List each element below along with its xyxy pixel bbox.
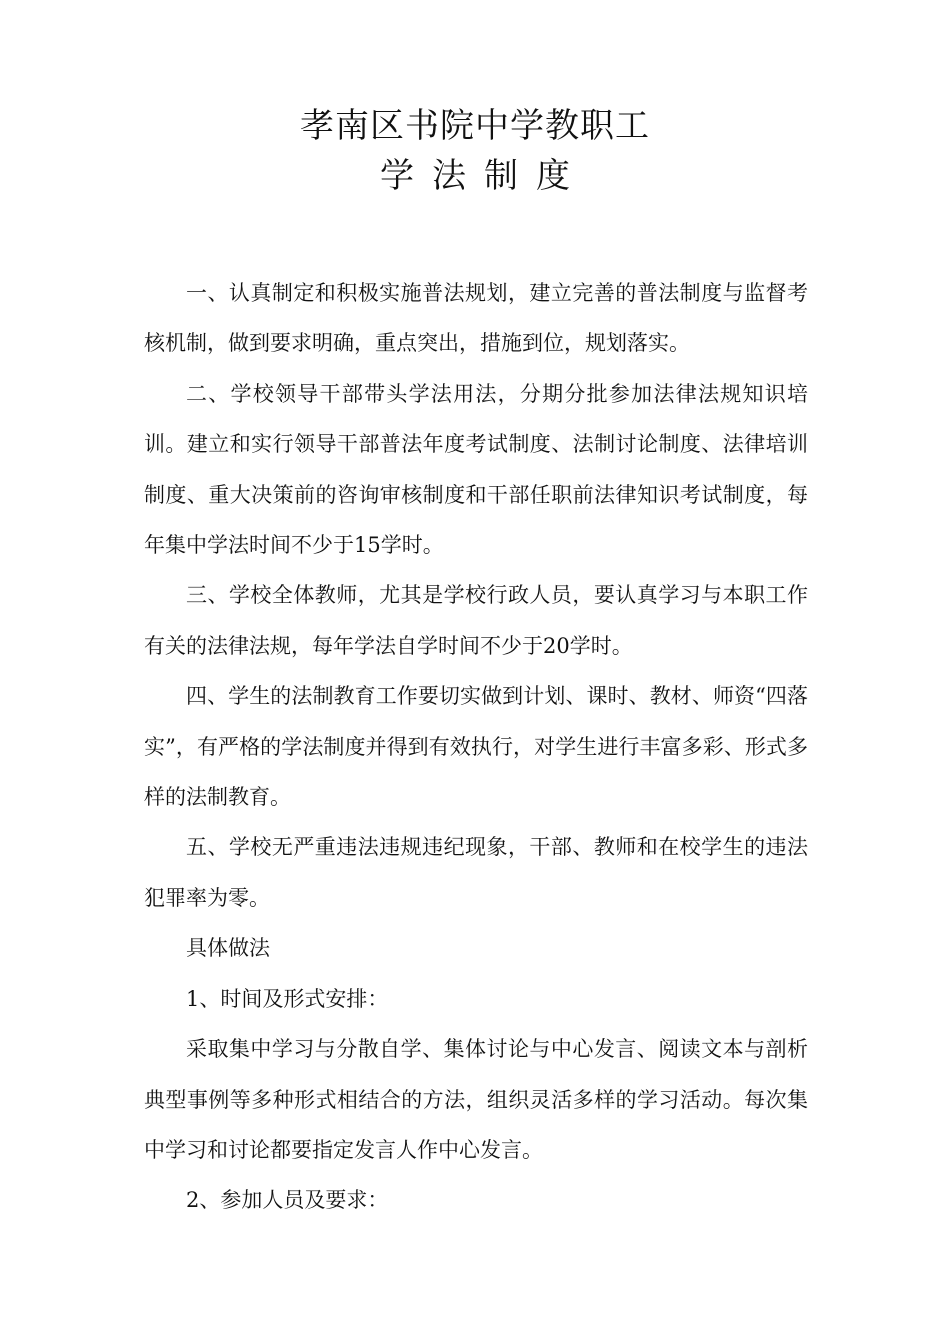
paragraph-time-form: 采取集中学习与分散自学、集体讨论与中心发言、阅读文本与剖析典型事例等多种形式相结合的方法，组织灵活多样的学习活动。每次集中学习和讨论都要指定发言人作中心发言。 [144,1037,808,1162]
document-body [144,268,808,1226]
section-heading-practice: 具体做法 [186,936,270,961]
paragraph-4: 四、学生的法制教育工作要切实做到计划、课时、教材、师资“四落实”，有严格的学法制度并得到有效执行，对学生进行丰富多彩、形式多样的法制教育。 [144,684,808,810]
subheading-participants: 2、参加人员及要求： [186,1188,389,1213]
paragraph-5: 五、学校无严重违法违规违纪现象，干部、教师和在校学生的违法犯罪率为零。 [144,835,808,910]
document-subtitle: 学法制度 [380,156,588,196]
paragraph-2: 二、学校领导干部带头学法用法，分期分批参加法律法规知识培训。建立和实行领导干部普法年度考试制度、法制讨论制度、法律培训制度、重大决策前的咨询审核制度和干部任职前法律知识考试制度，每年集中学法时间不少于15学时。 [144,381,808,558]
paragraph-1: 一、认真制定和积极实施普法规划，建立完善的普法制度与监督考核机制，做到要求明确，重点突出，措施到位，规划落实。 [144,281,808,356]
subheading-time-form: 1、时间及形式安排： [186,986,389,1011]
paragraph-3: 三、学校全体教师，尤其是学校行政人员，要认真学习与本职工作有关的法律法规，每年学法自学时间不少于20学时。 [144,583,808,658]
document-title: 孝南区书院中学教职工 [300,106,650,146]
